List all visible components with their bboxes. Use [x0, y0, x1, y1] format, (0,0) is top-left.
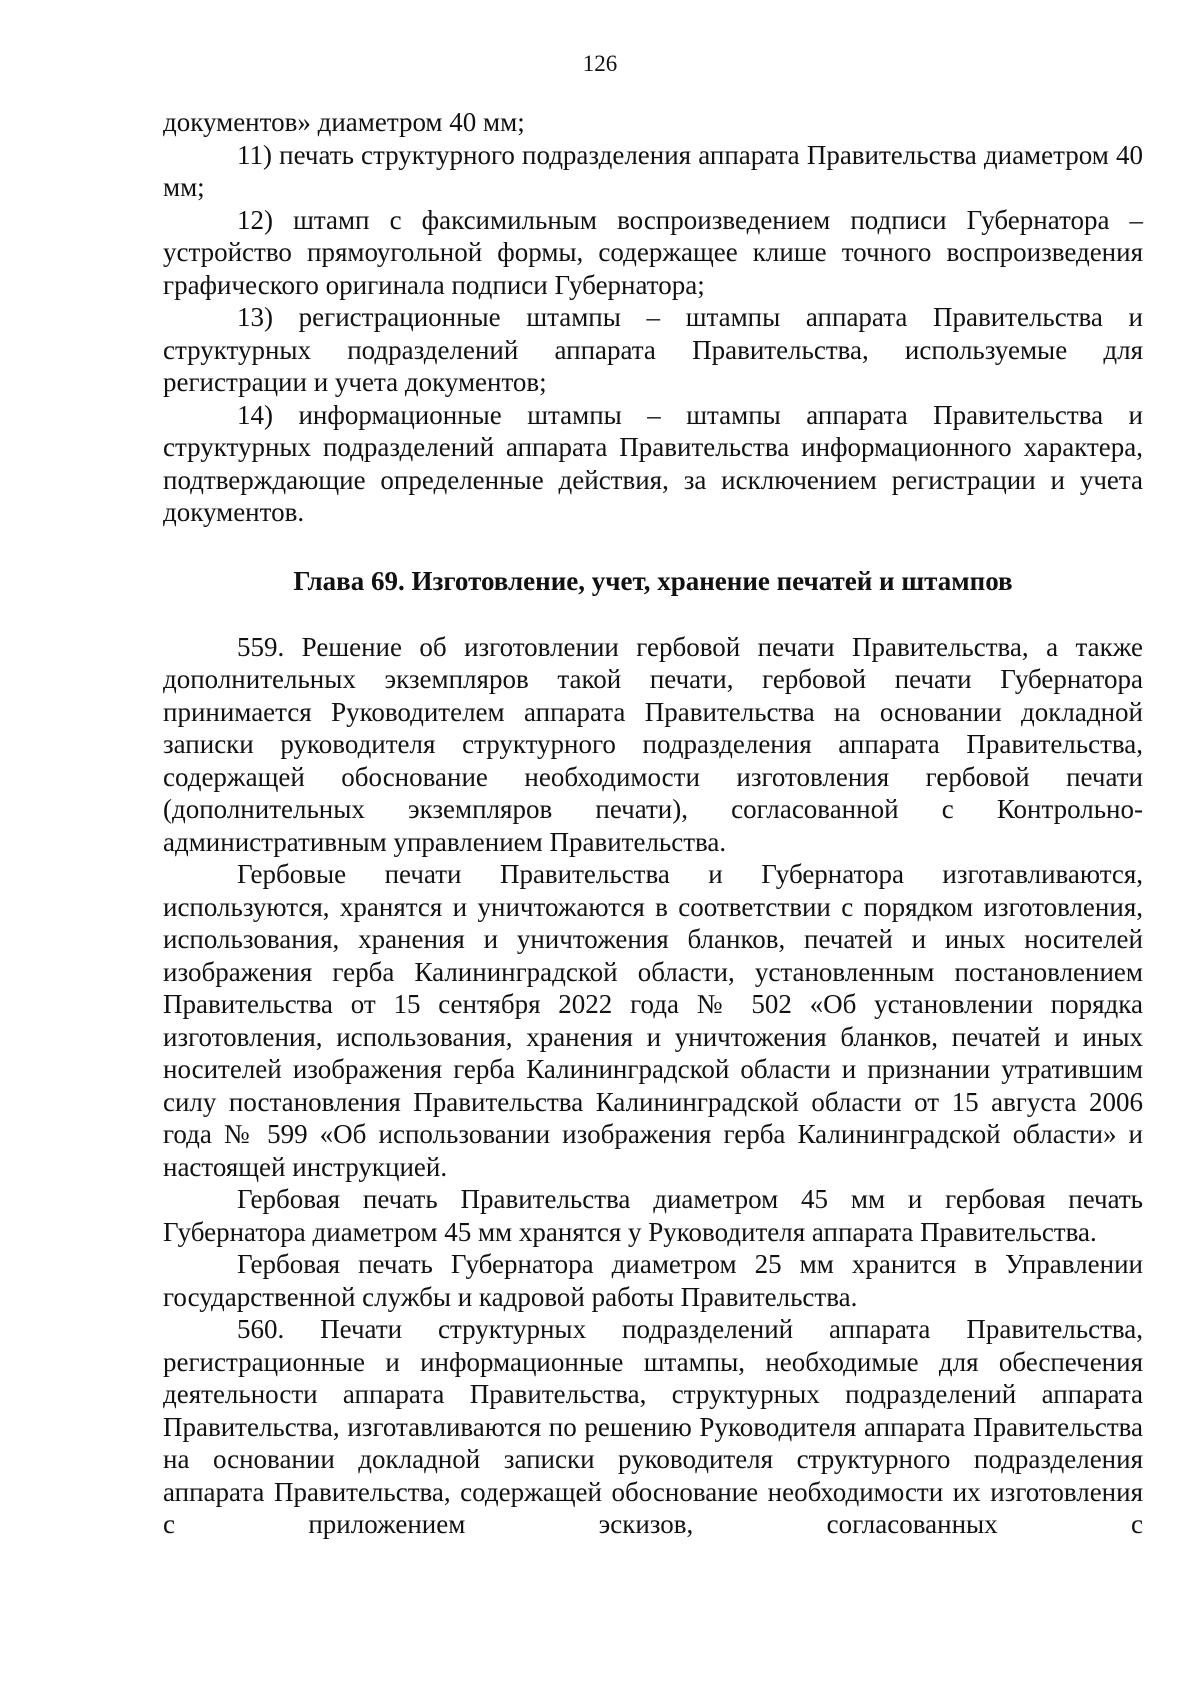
paragraph-559-seal-storage-25mm: Гербовая печать Губернатора диаметром 25 мм хранится в Управлении государственной службы и кадровой работы Правительства.	[163, 1249, 1143, 1312]
paragraph-559-coat-of-arms-seals: Гербовые печати Правительства и Губернатора изготавливаются, используются, хранятся и уничтожаются в соответствии с порядком изготовления, использования, хранения и уничтожения бланков, печатей и иных носителей изображения герба Калининградской области, установленным постановлением Правительства от 15 сентября 2022 года № 502 «Об установлении порядка изготовления, использования, хранения и уничтожения бланков, печатей и иных носителей изображения герба Калининградской области и признании утратившим силу постановления Правительства Калининградской области от 15 августа 2006 года № 599 «Об использовании изображения герба Калининградской области» и настоящей инструкцией.	[163, 859, 1143, 1182]
document-body	[163, 106, 1143, 1541]
list-item-14: 14) информационные штампы – штампы аппарата Правительства и структурных подразделений аппарата Правительства информационного характера, подтверждающие определенные действия, за исключением регистрации и учета документов.	[163, 399, 1143, 527]
paragraph-559: 559. Решение об изготовлении гербовой печати Правительства, а также дополнительных экземпляров такой печати, гербовой печати Губернатора принимается Руководителем аппарата Правительства на основании докладной записки руководителя структурного подразделения аппарата Правительства, содержащей обоснование необходимости изготовления гербовой печати (дополнительных экземпляров печати), согласованной с Контрольно-административным управлением Правительства.	[163, 631, 1143, 857]
paragraph-559-seal-storage-45mm: Гербовая печать Правительства диаметром 45 мм и гербовая печать Губернатора диаметром 45 мм хранятся у Руководителя аппарата Правительства.	[163, 1184, 1143, 1247]
chapter-heading: Глава 69. Изготовление, учет, хранение печатей и штампов	[293, 565, 1013, 596]
list-item-11: 11) печать структурного подразделения аппарата Правительства диаметром 40 мм;	[163, 139, 1143, 202]
list-item-10-continuation: документов» диаметром 40 мм;	[163, 107, 525, 137]
page-number: 126	[582, 51, 618, 76]
list-item-13: 13) регистрационные штампы – штампы аппарата Правительства и структурных подразделений аппарата Правительства, используемые для регистрации и учета документов;	[163, 302, 1143, 397]
paragraph-560: 560. Печати структурных подразделений аппарата Правительства, регистрационные и информационные штампы, необходимые для обеспечения деятельности аппарата Правительства, структурных подразделений аппарата Правительства, изготавливаются по решению Руководителя аппарата Правительства на основании докладной записки руководителя структурного подразделения аппарата Правительства, содержащей обоснование необходимости их изготовления с приложением эскизов, согласованных с	[163, 1314, 1143, 1539]
list-item-12: 12) штамп с факсимильным воспроизведением подписи Губернатора – устройство прямоугольной формы, содержащее клише точного воспроизведения графического оригинала подписи Губернатора;	[163, 204, 1143, 300]
